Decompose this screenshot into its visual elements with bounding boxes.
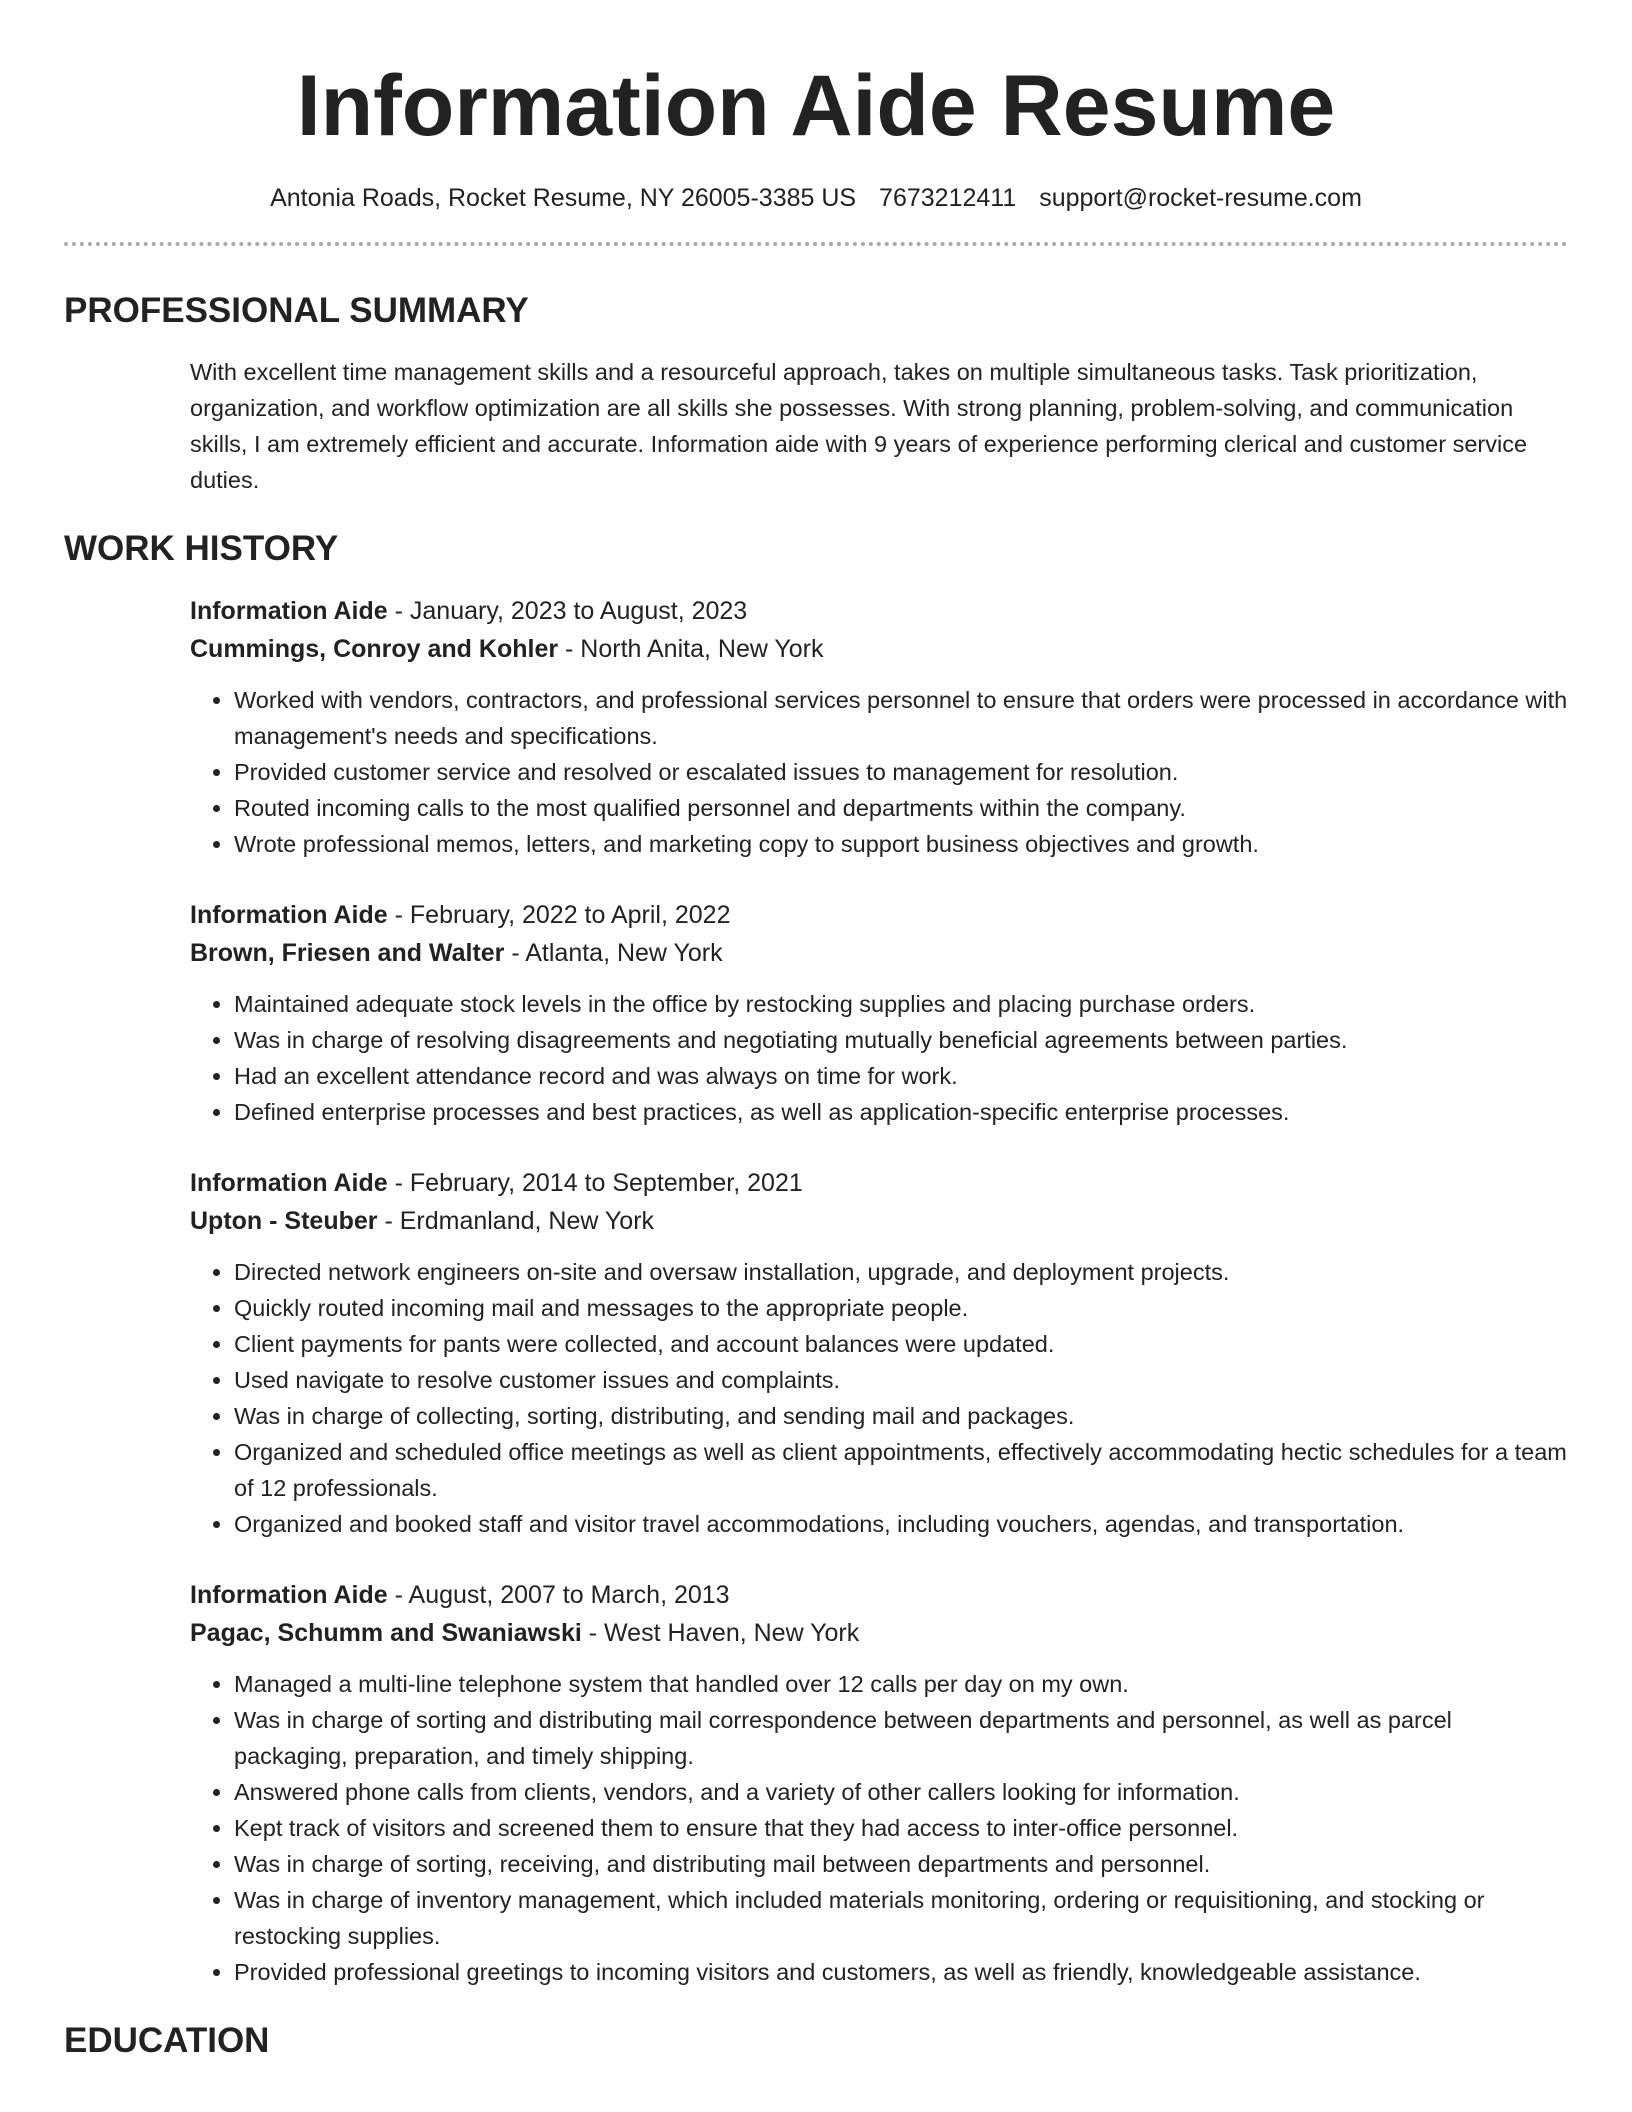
job-title-line bbox=[190, 1164, 1568, 1202]
job-bullet: • Was in charge of inventory management, which included materials monitoring, ordering or requisitioning, and stocking or restocking supplies. bbox=[234, 1882, 1568, 1954]
job-bullet: • Organized and scheduled office meetings as well as client appointments, effectively accommodating hectic schedules for a team of 12 professionals. bbox=[234, 1434, 1568, 1506]
job-bullet: • Worked with vendors, contractors, and professional services personnel to ensure that orders were processed in accordance with management's needs and specifications. bbox=[234, 682, 1568, 754]
job-company-line bbox=[190, 1202, 1568, 1240]
job-title-line bbox=[190, 896, 1568, 934]
job-bullet: • Routed incoming calls to the most qualified personnel and departments within the company. bbox=[234, 790, 1568, 826]
job-bullet: • Used navigate to resolve customer issues and complaints. bbox=[234, 1362, 1568, 1398]
job-bullet: • Was in charge of sorting and distributing mail correspondence between departments and personnel, as well as parcel packaging, preparation, and timely shipping. bbox=[234, 1702, 1568, 1774]
summary-text: With excellent time management skills and a resourceful approach, takes on multiple simultaneous tasks. Task prioritization, organization, and workflow optimization are all skills she possesses. With strong planning, problem-solving, and communication skills, I am extremely efficient and accurate. Information aide with 9 years of experience performing clerical and customer service duties. bbox=[190, 359, 1528, 493]
contact-line bbox=[64, 182, 1568, 214]
job-title-line bbox=[190, 1576, 1568, 1614]
job-company: Cummings, Conroy and Kohler bbox=[190, 635, 559, 663]
contact-phone: 7673212411 bbox=[879, 184, 1017, 212]
job-title: Information Aide bbox=[190, 1581, 388, 1609]
resume-title: Information Aide Resume bbox=[296, 58, 1336, 154]
job-bullet: • Provided customer service and resolved or escalated issues to management for resolution. bbox=[234, 754, 1568, 790]
header-divider bbox=[64, 242, 1568, 246]
job-bullet-list bbox=[190, 1254, 1568, 1542]
contact-email: support@rocket-resume.com bbox=[1039, 184, 1362, 212]
job-company-line bbox=[190, 630, 1568, 668]
job-entry bbox=[190, 1576, 1568, 1990]
job-bullet: • Had an excellent attendance record and was always on time for work. bbox=[234, 1058, 1568, 1094]
job-bullet: • Client payments for pants were collected, and account balances were updated. bbox=[234, 1326, 1568, 1362]
job-bullet-list bbox=[190, 682, 1568, 862]
job-entry bbox=[190, 896, 1568, 1130]
job-entry bbox=[190, 592, 1568, 862]
job-bullet: • Managed a multi-line telephone system that handled over 12 calls per day on my own. bbox=[234, 1666, 1568, 1702]
job-bullet: • Wrote professional memos, letters, and marketing copy to support business objectives and growth. bbox=[234, 826, 1568, 862]
job-title: Information Aide bbox=[190, 901, 388, 929]
job-title: Information Aide bbox=[190, 1169, 388, 1197]
job-title: Information Aide bbox=[190, 597, 388, 625]
job-bullet: • Directed network engineers on-site and oversaw installation, upgrade, and deployment projects. bbox=[234, 1254, 1568, 1290]
job-bullet: • Was in charge of sorting, receiving, and distributing mail between departments and personnel. bbox=[234, 1846, 1568, 1882]
job-dates: - January, 2023 to August, 2023 bbox=[387, 597, 748, 625]
summary-heading: PROFESSIONAL SUMMARY bbox=[64, 291, 529, 330]
job-bullet: • Quickly routed incoming mail and messages to the appropriate people. bbox=[234, 1290, 1568, 1326]
job-company: Pagac, Schumm and Swaniawski bbox=[190, 1619, 582, 1647]
job-company: Brown, Friesen and Walter bbox=[190, 939, 505, 967]
job-bullet: • Maintained adequate stock levels in the office by restocking supplies and placing purchase orders. bbox=[234, 986, 1568, 1022]
job-company: Upton - Steuber bbox=[190, 1207, 378, 1235]
contact-address: Antonia Roads, Rocket Resume, NY 26005-3385 US bbox=[270, 184, 857, 212]
work-history-heading: WORK HISTORY bbox=[64, 529, 339, 568]
education-heading: EDUCATION bbox=[64, 2021, 270, 2060]
job-bullet: • Was in charge of resolving disagreements and negotiating mutually beneficial agreements between parties. bbox=[234, 1022, 1568, 1058]
job-location: - Erdmanland, New York bbox=[377, 1207, 655, 1235]
job-bullet: • Answered phone calls from clients, vendors, and a variety of other callers looking for information. bbox=[234, 1774, 1568, 1810]
job-bullet-list bbox=[190, 986, 1568, 1130]
job-bullet-list bbox=[190, 1666, 1568, 1990]
job-bullet: • Kept track of visitors and screened them to ensure that they had access to inter-office personnel. bbox=[234, 1810, 1568, 1846]
job-dates: - August, 2007 to March, 2013 bbox=[387, 1581, 730, 1609]
job-entry bbox=[190, 1164, 1568, 1542]
job-bullet: • Provided professional greetings to incoming visitors and customers, as well as friendly, knowledgeable assistance. bbox=[234, 1954, 1568, 1990]
job-title-line bbox=[190, 592, 1568, 630]
job-location: - Atlanta, New York bbox=[504, 939, 723, 967]
job-location: - West Haven, New York bbox=[581, 1619, 860, 1647]
job-bullet: • Defined enterprise processes and best practices, as well as application-specific enterprise processes. bbox=[234, 1094, 1568, 1130]
job-dates: - February, 2022 to April, 2022 bbox=[387, 901, 731, 929]
job-dates: - February, 2014 to September, 2021 bbox=[387, 1169, 803, 1197]
job-bullet: • Was in charge of collecting, sorting, distributing, and sending mail and packages. bbox=[234, 1398, 1568, 1434]
job-bullet: • Organized and booked staff and visitor travel accommodations, including vouchers, agendas, and transportation. bbox=[234, 1506, 1568, 1542]
job-company-line bbox=[190, 1614, 1568, 1652]
job-company-line bbox=[190, 934, 1568, 972]
job-location: - North Anita, New York bbox=[558, 635, 824, 663]
